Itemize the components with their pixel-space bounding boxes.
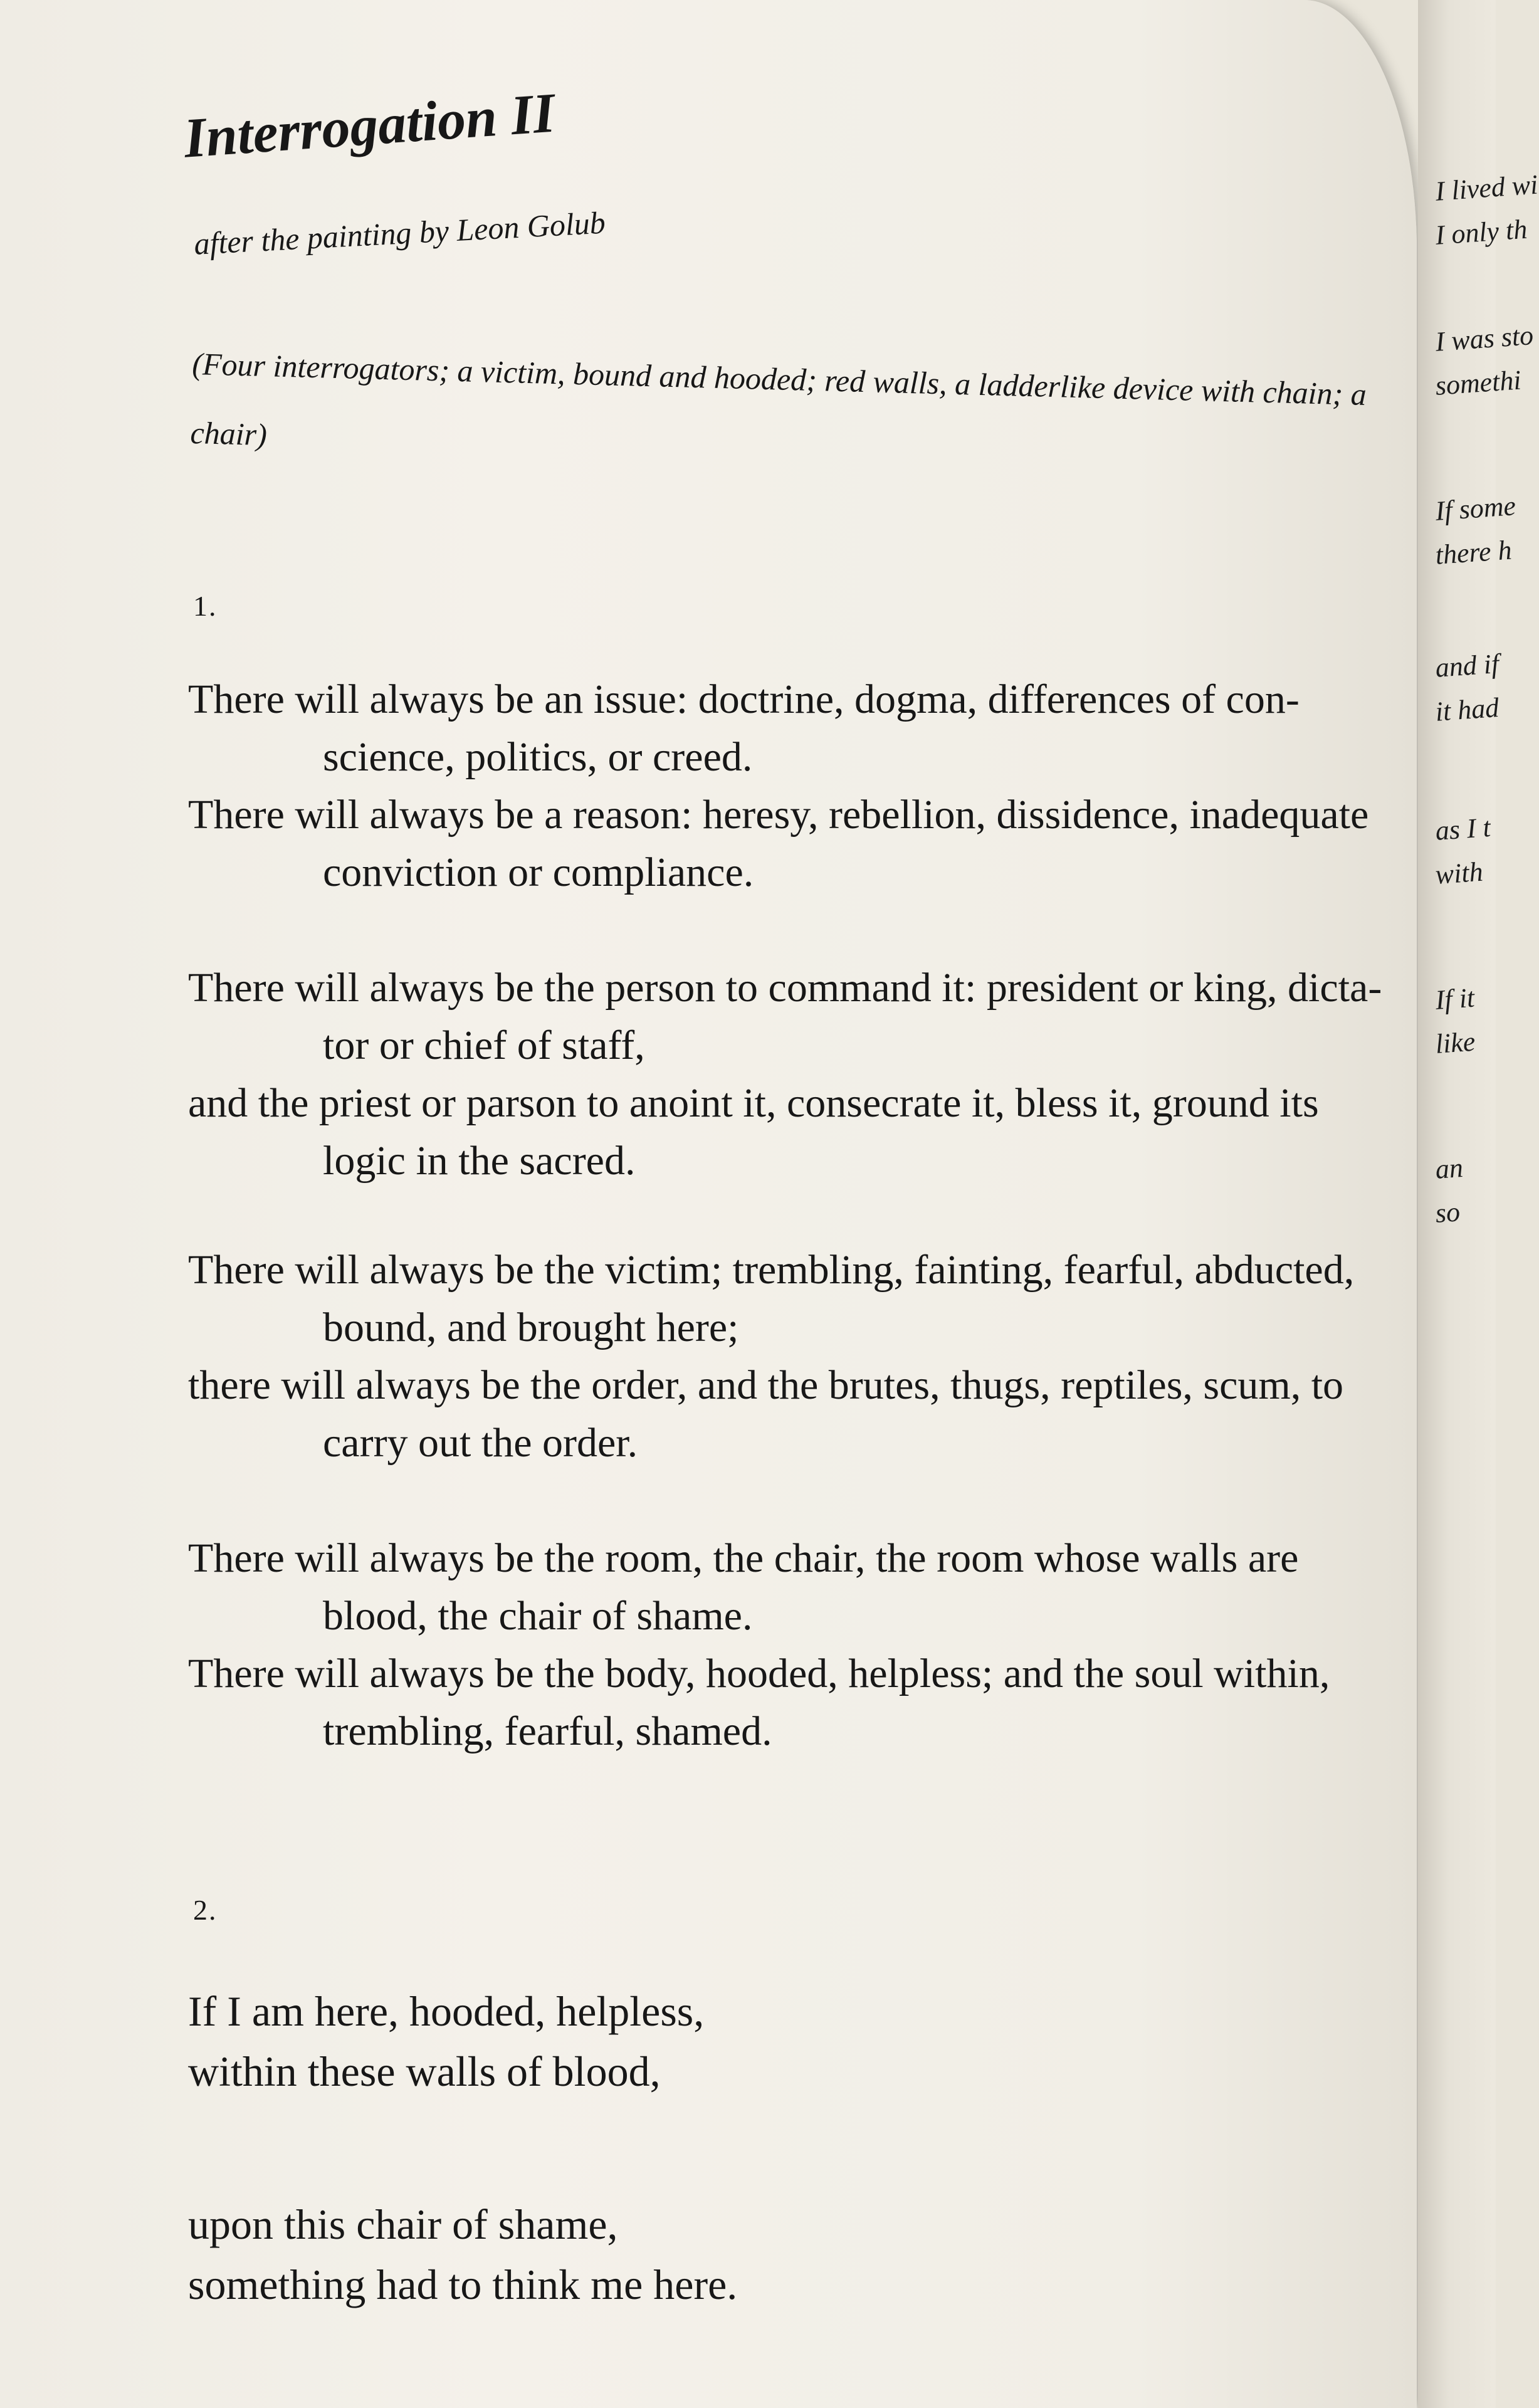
stanza-4: [188, 1530, 1417, 1760]
poem: [182, 81, 1417, 2308]
facing-text: so: [1434, 1196, 1461, 1229]
poem-subtitle: after the painting by Leon Golub: [193, 204, 606, 261]
section-number-2: 2.: [193, 1894, 218, 1926]
poem-line: there will always be the order, and the brutes, thugs, reptiles, scum, to carry out the order.: [188, 1362, 1344, 1466]
facing-text: I was sto: [1434, 320, 1535, 357]
facing-text: somethi: [1434, 364, 1523, 401]
poem-line: and the priest or parson to anoint it, consecrate it, bless it, ground its logic in the sacred.: [188, 1080, 1319, 1184]
facing-text: If some: [1434, 490, 1517, 527]
poem-line: There will always be the room, the chair, the room whose walls are blood, the chair of shame.: [188, 1535, 1299, 1639]
facing-text: it had: [1434, 691, 1500, 727]
stanza-6: [188, 2194, 1417, 2315]
section-number-1: 1.: [193, 590, 218, 622]
stanza-2: [188, 959, 1417, 1190]
facing-text: as I t: [1434, 811, 1492, 846]
poem-line: There will always be the victim; trembling, fainting, fearful, abducted, bound, and brought here;: [188, 1247, 1355, 1350]
facing-text: like: [1434, 1026, 1476, 1059]
poem-line: If I am here, hooded, helpless,: [188, 1987, 705, 2035]
stanza-5: [188, 1981, 1417, 2101]
facing-text: If it: [1434, 982, 1476, 1016]
facing-text: I only th: [1434, 213, 1528, 251]
stanza-1: [188, 671, 1417, 902]
facing-text: and if: [1434, 648, 1500, 683]
stage-direction: (Four interrogators; a victim, bound and hooded; red walls, a ladderlike device with chain; a chair): [189, 345, 1367, 453]
poem-line: something had to think me here.: [188, 2261, 738, 2308]
poem-line: There will always be the person to command it: president or king, dicta- tor or chief of staff,: [188, 965, 1382, 1068]
poem-title: Interrogation II: [182, 81, 557, 170]
poem-line: There will always be the body, hooded, helpless; and the soul within, trembling, fearful, shamed.: [188, 1651, 1330, 1754]
facing-text: there h: [1434, 534, 1513, 570]
poem-line: within these walls of blood,: [188, 2048, 661, 2095]
facing-text: an: [1434, 1152, 1464, 1185]
poem-line: upon this chair of shame,: [188, 2200, 618, 2248]
facing-text: with: [1434, 856, 1484, 890]
facing-page: [1418, 0, 1539, 2408]
stanza-3: [188, 1241, 1417, 1472]
facing-text: I lived wi: [1434, 169, 1539, 207]
poem-line: There will always be an issue: doctrine, dogma, differences of con- science, politics, or creed.: [188, 676, 1300, 780]
poem-line: There will always be a reason: heresy, rebellion, dissidence, inadequate conviction or compliance.: [188, 792, 1369, 895]
